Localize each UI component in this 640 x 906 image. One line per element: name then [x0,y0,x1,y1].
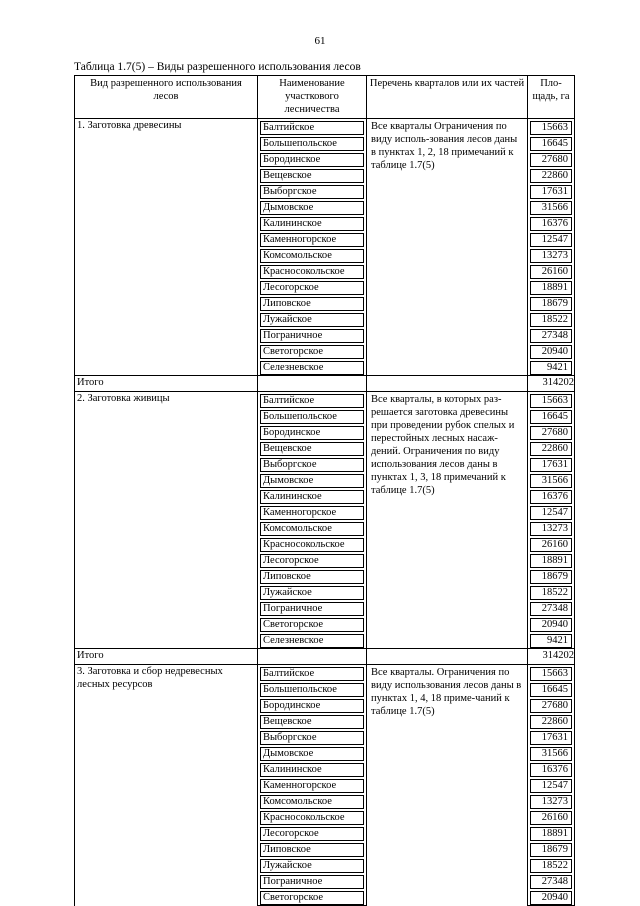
area-value: 16645 [530,410,572,424]
area-cell [528,729,575,745]
quarters-description: Все кварталы Ограничения по виду исполь-зования лесов даны в пунктах 1, 2, 18 примечаний к таблице 1.7(5) [367,119,528,376]
forestry-name: Бородинское [260,153,364,167]
total-value: 314202 [528,376,575,392]
area-cell [528,231,575,247]
area-cell [528,857,575,873]
area-value: 16645 [530,683,572,697]
forestry-cell [258,761,367,777]
forest-use-table [74,75,575,906]
forestry-name: Бородинское [260,699,364,713]
forestry-cell [258,424,367,440]
quarters-description: Все кварталы. Ограничения по виду использования лесов даны в пунктах 1, 4, 18 приме-чаний к таблице 1.7(5) [367,665,528,906]
forestry-cell [258,392,367,409]
area-value: 12547 [530,233,572,247]
area-value: 22860 [530,442,572,456]
forestry-cell [258,713,367,729]
forestry-cell [258,295,367,311]
forestry-cell [258,151,367,167]
area-cell [528,456,575,472]
area-value: 20940 [530,891,572,905]
forestry-name: Лесогорское [260,827,364,841]
area-value: 9421 [530,634,572,648]
forestry-name: Лужайское [260,313,364,327]
forestry-name: Красносокольское [260,811,364,825]
area-value: 20940 [530,618,572,632]
forestry-cell [258,311,367,327]
forestry-name: Бородинское [260,426,364,440]
area-value: 26160 [530,265,572,279]
area-cell [528,440,575,456]
area-value: 22860 [530,715,572,729]
forestry-name: Лужайское [260,859,364,873]
area-value: 12547 [530,506,572,520]
area-cell [528,520,575,536]
total-label: Итого [75,649,258,665]
forestry-name: Светогорское [260,891,364,905]
forestry-cell [258,600,367,616]
forestry-cell [258,536,367,552]
area-value: 17631 [530,731,572,745]
area-value: 17631 [530,458,572,472]
area-value: 26160 [530,538,572,552]
area-value: 18679 [530,570,572,584]
area-cell [528,616,575,632]
forestry-name: Комсомольское [260,249,364,263]
area-value: 22860 [530,169,572,183]
forestry-cell [258,520,367,536]
forestry-cell [258,729,367,745]
forestry-cell [258,681,367,697]
forestry-cell [258,247,367,263]
area-cell [528,584,575,600]
forestry-cell [258,825,367,841]
forestry-cell [258,793,367,809]
area-cell [528,809,575,825]
area-value: 27680 [530,699,572,713]
area-cell [528,392,575,409]
area-cell [528,135,575,151]
area-value: 27348 [530,329,572,343]
area-value: 17631 [530,185,572,199]
area-value: 15663 [530,394,572,408]
area-value: 9421 [530,361,572,375]
forestry-cell [258,167,367,183]
forestry-cell [258,215,367,231]
forestry-name: Вещевское [260,442,364,456]
forestry-cell [258,488,367,504]
forestry-cell [258,777,367,793]
area-value: 12547 [530,779,572,793]
area-value: 18522 [530,859,572,873]
forestry-cell [258,119,367,136]
area-value: 18891 [530,281,572,295]
forestry-name: Дымовское [260,474,364,488]
forestry-name: Лесогорское [260,554,364,568]
forestry-name: Калининское [260,217,364,231]
area-cell [528,713,575,729]
area-cell [528,873,575,889]
forestry-cell [258,841,367,857]
forestry-name: Большепольское [260,137,364,151]
use-type-cell: 1. Заготовка древесины [75,119,258,376]
area-value: 18522 [530,586,572,600]
forestry-name: Светогорское [260,618,364,632]
area-cell [528,504,575,520]
forestry-cell [258,889,367,906]
area-value: 18891 [530,827,572,841]
area-value: 15663 [530,121,572,135]
area-cell [528,825,575,841]
header-area: Пло-щадь, га [528,76,575,119]
forestry-name: Балтийское [260,394,364,408]
forestry-cell [258,199,367,215]
area-cell [528,167,575,183]
forestry-name: Селезневское [260,361,364,375]
area-cell [528,665,575,682]
total-empty-quarters [367,376,528,392]
forestry-cell [258,263,367,279]
forestry-name: Большепольское [260,683,364,697]
area-value: 27348 [530,875,572,889]
forestry-cell [258,697,367,713]
area-cell [528,841,575,857]
forestry-name: Пограничное [260,875,364,889]
area-cell [528,536,575,552]
area-value: 26160 [530,811,572,825]
area-value: 13273 [530,795,572,809]
forestry-name: Лесогорское [260,281,364,295]
area-cell [528,697,575,713]
area-cell [528,359,575,376]
area-cell [528,745,575,761]
forestry-cell [258,343,367,359]
area-cell [528,408,575,424]
table-row [75,392,575,409]
area-value: 27680 [530,426,572,440]
forestry-name: Лужайское [260,586,364,600]
forestry-cell [258,632,367,649]
area-cell [528,424,575,440]
area-value: 18891 [530,554,572,568]
area-cell [528,777,575,793]
forestry-cell [258,183,367,199]
area-value: 16376 [530,217,572,231]
forestry-cell [258,231,367,247]
area-cell [528,488,575,504]
forestry-cell [258,809,367,825]
forestry-name: Калининское [260,490,364,504]
forestry-name: Липовское [260,843,364,857]
forestry-name: Калининское [260,763,364,777]
forestry-name: Красносокольское [260,265,364,279]
area-cell [528,295,575,311]
area-cell [528,247,575,263]
area-cell [528,199,575,215]
page-number: 61 [314,35,326,47]
area-cell [528,600,575,616]
header-use-type: Вид разрешенного использования лесов [75,76,258,119]
use-type-cell: 3. Заготовка и сбор недревесных лесных ресурсов [75,665,258,906]
header-quarters-list: Перечень кварталов или их частей [367,76,528,119]
area-value: 31566 [530,474,572,488]
forestry-name: Выборгское [260,185,364,199]
header-forestry-name: Наименование участкового лесничества [258,76,367,119]
forestry-name: Селезневское [260,634,364,648]
forestry-name: Большепольское [260,410,364,424]
area-cell [528,632,575,649]
forestry-cell [258,568,367,584]
area-value: 16645 [530,137,572,151]
forestry-cell [258,279,367,295]
area-cell [528,263,575,279]
area-cell [528,279,575,295]
forestry-cell [258,504,367,520]
forestry-name: Пограничное [260,329,364,343]
area-value: 27348 [530,602,572,616]
area-value: 16376 [530,490,572,504]
forestry-cell [258,135,367,151]
forestry-name: Балтийское [260,667,364,681]
forestry-name: Дымовское [260,201,364,215]
total-value: 314202 [528,649,575,665]
table-row [75,119,575,136]
forestry-name: Выборгское [260,731,364,745]
area-cell [528,311,575,327]
forestry-cell [258,665,367,682]
forestry-name: Вещевское [260,715,364,729]
use-type-cell: 2. Заготовка живицы [75,392,258,649]
forestry-cell [258,745,367,761]
area-cell [528,327,575,343]
area-cell [528,761,575,777]
forestry-cell [258,552,367,568]
area-value: 20940 [530,345,572,359]
forestry-cell [258,857,367,873]
forestry-name: Каменногорское [260,506,364,520]
area-value: 18522 [530,313,572,327]
forestry-name: Липовское [260,297,364,311]
total-row [75,376,575,392]
total-empty-forestry [258,649,367,665]
area-cell [528,681,575,697]
forestry-cell [258,327,367,343]
area-cell [528,183,575,199]
forestry-cell [258,440,367,456]
forestry-cell [258,456,367,472]
forestry-name: Вещевское [260,169,364,183]
area-cell [528,343,575,359]
forestry-cell [258,472,367,488]
forestry-cell [258,616,367,632]
area-cell [528,568,575,584]
total-empty-forestry [258,376,367,392]
area-cell [528,215,575,231]
area-value: 18679 [530,297,572,311]
forestry-name: Дымовское [260,747,364,761]
table-caption: Таблица 1.7(5) – Виды разрешенного использования лесов [74,61,361,73]
quarters-description: Все кварталы, в которых раз-решается заготовка древесины при проведении рубок спелых и перестойных лесных насаж-дений. Ограничения по виду использования лесов даны в пунктах 1, 3, 18 примечаний к таблице 1.7(5) [367,392,528,649]
table-row [75,665,575,682]
area-value: 18679 [530,843,572,857]
forestry-name: Липовское [260,570,364,584]
forestry-cell [258,584,367,600]
area-cell [528,151,575,167]
forestry-cell [258,359,367,376]
area-value: 27680 [530,153,572,167]
forestry-name: Комсомольское [260,522,364,536]
forestry-cell [258,408,367,424]
total-empty-quarters [367,649,528,665]
forestry-name: Светогорское [260,345,364,359]
area-value: 31566 [530,747,572,761]
area-cell [528,119,575,136]
table-body [75,119,575,906]
area-value: 13273 [530,249,572,263]
forestry-name: Выборгское [260,458,364,472]
forestry-name: Пограничное [260,602,364,616]
forestry-name: Каменногорское [260,233,364,247]
forestry-name: Балтийское [260,121,364,135]
forestry-name: Каменногорское [260,779,364,793]
forestry-cell [258,873,367,889]
area-value: 15663 [530,667,572,681]
area-value: 16376 [530,763,572,777]
forestry-name: Красносокольское [260,538,364,552]
area-cell [528,889,575,906]
area-cell [528,472,575,488]
area-cell [528,793,575,809]
area-value: 13273 [530,522,572,536]
total-row [75,649,575,665]
forestry-name: Комсомольское [260,795,364,809]
area-value: 31566 [530,201,572,215]
table-header-row [75,76,575,119]
total-label: Итого [75,376,258,392]
area-cell [528,552,575,568]
